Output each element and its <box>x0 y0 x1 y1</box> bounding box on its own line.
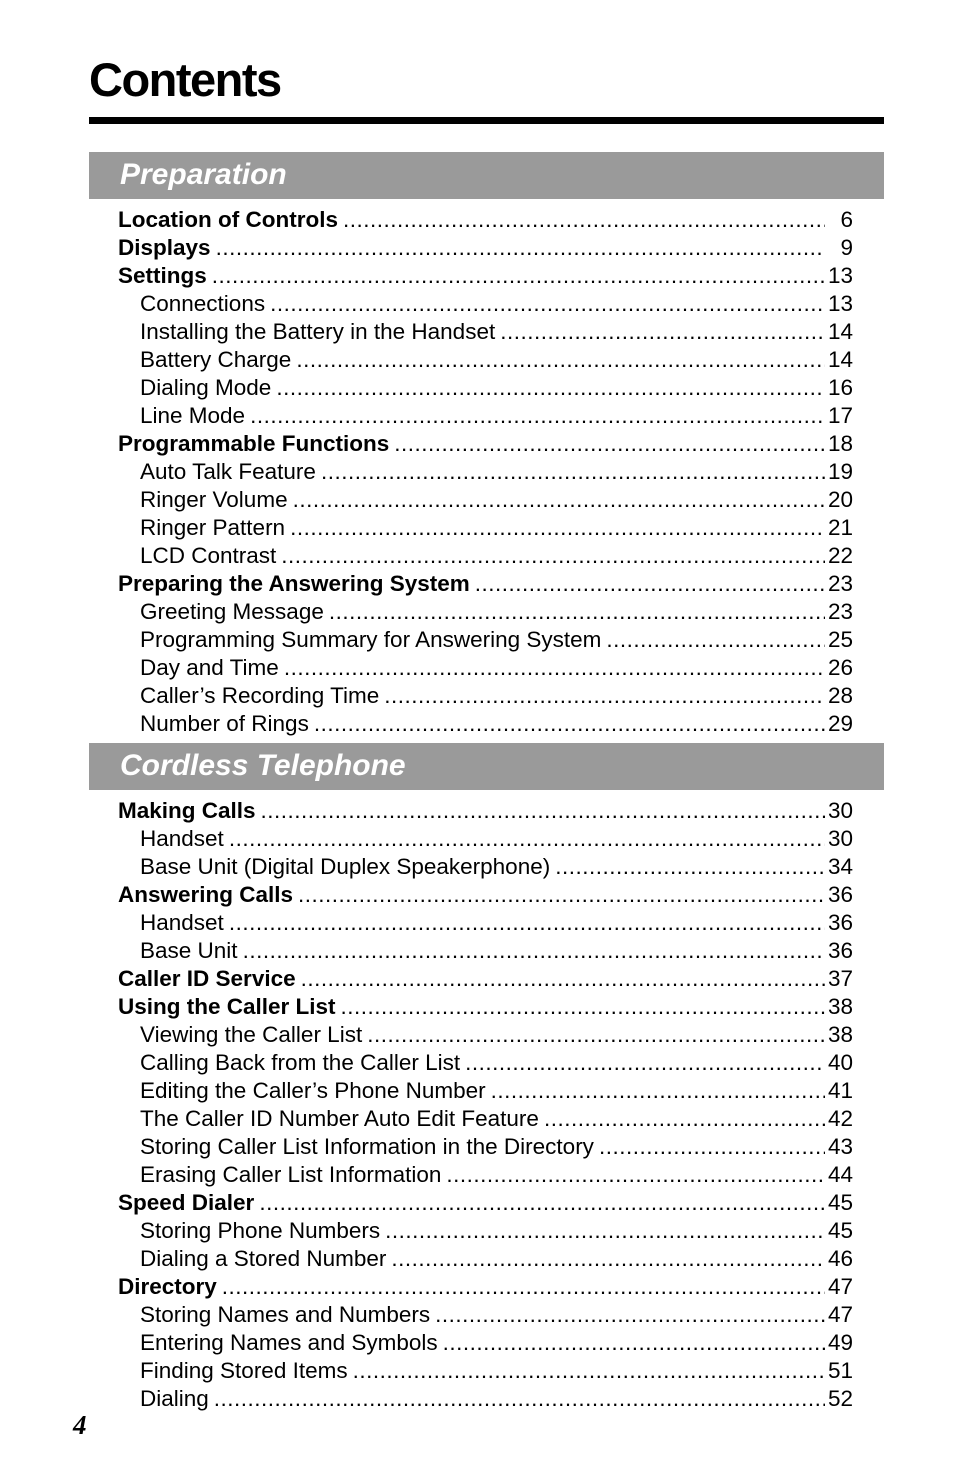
dot-leader <box>329 598 825 626</box>
toc-list <box>89 790 884 1413</box>
dot-leader <box>385 1217 825 1245</box>
toc-entry-page: 29 <box>827 711 853 736</box>
toc-entry-page: 17 <box>827 403 853 428</box>
toc-entry-title: The Caller ID Number Auto Edit Feature <box>140 1106 539 1131</box>
toc-entry-title: Making Calls <box>118 798 256 823</box>
toc-entry-page: 14 <box>827 347 853 372</box>
toc-entry-page: 14 <box>827 319 853 344</box>
toc-entry-page: 44 <box>827 1162 853 1187</box>
title-rule <box>89 117 884 124</box>
toc-entry[interactable] <box>89 710 884 738</box>
dot-leader <box>250 402 825 430</box>
toc-entry-title: Day and Time <box>140 655 279 680</box>
dot-leader <box>290 514 825 542</box>
dot-leader <box>216 234 825 262</box>
toc-entry-page: 46 <box>827 1246 853 1271</box>
toc-entry-page: 20 <box>827 487 853 512</box>
toc-entry-page: 42 <box>827 1106 853 1131</box>
dot-leader <box>229 825 825 853</box>
toc-entry-title: Preparing the Answering System <box>118 571 470 596</box>
toc-entry-title: Dialing a Stored Number <box>140 1246 387 1271</box>
toc-entry-title: Handset <box>140 910 224 935</box>
dot-leader <box>391 1245 825 1273</box>
dot-leader <box>394 430 825 458</box>
toc-entry[interactable] <box>89 797 884 825</box>
toc-entry[interactable] <box>89 993 884 1021</box>
toc-entry[interactable] <box>89 346 884 374</box>
toc-entry-page: 51 <box>827 1358 853 1383</box>
section-heading: Cordless Telephone <box>89 743 884 790</box>
toc-entry[interactable] <box>89 290 884 318</box>
dot-leader <box>443 1329 825 1357</box>
dot-leader <box>314 710 825 738</box>
page-number: 4 <box>73 1410 87 1440</box>
toc-entry-page: 18 <box>827 431 853 456</box>
toc-entry[interactable] <box>89 262 884 290</box>
toc-entry[interactable] <box>89 682 884 710</box>
toc-entry-page: 38 <box>827 1022 853 1047</box>
toc-entry-page: 13 <box>827 291 853 316</box>
toc-entry[interactable] <box>89 626 884 654</box>
dot-leader <box>276 374 825 402</box>
toc-entry-title: Battery Charge <box>140 347 292 372</box>
toc-entry[interactable] <box>89 570 884 598</box>
toc-entry[interactable] <box>89 654 884 682</box>
toc-entry[interactable] <box>89 318 884 346</box>
toc-entry-title: Number of Rings <box>140 711 309 736</box>
toc-entry-title: Using the Caller List <box>118 994 336 1019</box>
toc-entry-page: 36 <box>827 910 853 935</box>
toc-entry-title: Entering Names and Symbols <box>140 1330 438 1355</box>
toc-entry-title: Base Unit (Digital Duplex Speakerphone) <box>140 854 551 879</box>
toc-entry[interactable] <box>89 1301 884 1329</box>
toc-entry[interactable] <box>89 909 884 937</box>
toc-entry-title: Line Mode <box>140 403 246 428</box>
toc-entry-title: Answering Calls <box>118 882 294 907</box>
toc-entry[interactable] <box>89 937 884 965</box>
toc-entry[interactable] <box>89 542 884 570</box>
toc-entry-page: 13 <box>827 263 853 288</box>
toc-entry[interactable] <box>89 1189 884 1217</box>
toc-entry-page: 23 <box>827 571 853 596</box>
toc-entry-page: 38 <box>827 994 853 1019</box>
toc-entry[interactable] <box>89 1273 884 1301</box>
dot-leader <box>222 1273 825 1301</box>
dot-leader <box>229 909 825 937</box>
toc-entry-page: 19 <box>827 459 853 484</box>
toc-entry-page: 45 <box>827 1190 853 1215</box>
dot-leader <box>212 262 825 290</box>
toc-entry-title: Finding Stored Items <box>140 1358 348 1383</box>
toc-entry[interactable] <box>89 881 884 909</box>
dot-leader <box>555 853 825 881</box>
toc-entry-title: Caller ID Service <box>118 966 296 991</box>
toc-entry-title: Ringer Pattern <box>140 515 286 540</box>
toc-entry-page: 52 <box>827 1386 853 1411</box>
toc-entry-page: 37 <box>827 966 853 991</box>
toc-entry[interactable] <box>89 1357 884 1385</box>
dot-leader <box>341 993 825 1021</box>
toc-entry-title: Dialing Mode <box>140 375 272 400</box>
section-cordless-telephone <box>89 743 884 1413</box>
toc-entry-title: Erasing Caller List Information <box>140 1162 442 1187</box>
page-title: Contents <box>89 53 281 106</box>
toc-entry-title: Location of Controls <box>118 207 338 232</box>
dot-leader <box>281 542 825 570</box>
dot-leader <box>599 1133 825 1161</box>
section-heading: Preparation <box>89 152 884 199</box>
toc-entry-page: 21 <box>827 515 853 540</box>
toc-entry-page: 30 <box>827 798 853 823</box>
toc-entry-page: 43 <box>827 1134 853 1159</box>
dot-leader <box>321 458 825 486</box>
dot-leader <box>544 1105 825 1133</box>
toc-entry[interactable] <box>89 486 884 514</box>
toc-entry-title: Ringer Volume <box>140 487 288 512</box>
dot-leader <box>284 654 825 682</box>
toc-entry[interactable] <box>89 1245 884 1273</box>
toc-entry-page: 49 <box>827 1330 853 1355</box>
toc-entry[interactable] <box>89 430 884 458</box>
toc-entry[interactable] <box>89 1077 884 1105</box>
toc-entry-title: Installing the Battery in the Handset <box>140 319 496 344</box>
toc-entry-page: 36 <box>827 882 853 907</box>
toc-entry-page: 41 <box>827 1078 853 1103</box>
dot-leader <box>491 1077 825 1105</box>
toc-entry-page: 45 <box>827 1218 853 1243</box>
toc-entry[interactable] <box>89 1105 884 1133</box>
toc-entry[interactable] <box>89 853 884 881</box>
toc-entry-title: Settings <box>118 263 207 288</box>
toc-entry-title: LCD Contrast <box>140 543 277 568</box>
dot-leader <box>259 1189 825 1217</box>
toc-entry[interactable] <box>89 1021 884 1049</box>
toc-entry-title: Greeting Message <box>140 599 324 624</box>
toc-entry-page: 25 <box>827 627 853 652</box>
toc-entry-page: 16 <box>827 375 853 400</box>
toc-entry-title: Directory <box>118 1274 217 1299</box>
toc-entry-page: 22 <box>827 543 853 568</box>
toc-entry[interactable] <box>89 234 884 262</box>
dot-leader <box>367 1021 825 1049</box>
toc-entry[interactable] <box>89 402 884 430</box>
dot-leader <box>261 797 825 825</box>
dot-leader <box>301 965 825 993</box>
toc-list <box>89 199 884 738</box>
toc-entry-title: Storing Phone Numbers <box>140 1218 381 1243</box>
toc-entry[interactable] <box>89 1133 884 1161</box>
dot-leader <box>214 1385 825 1413</box>
toc-entry-title: Viewing the Caller List <box>140 1022 363 1047</box>
toc-entry-page: 6 <box>840 207 853 232</box>
dot-leader <box>353 1357 825 1385</box>
toc-entry-title: Auto Talk Feature <box>140 459 316 484</box>
toc-entry[interactable] <box>89 206 884 234</box>
dot-leader <box>243 937 825 965</box>
toc-entry[interactable] <box>89 1385 884 1413</box>
toc-entry[interactable] <box>89 598 884 626</box>
dot-leader <box>475 570 825 598</box>
toc-entry[interactable] <box>89 458 884 486</box>
toc-entry[interactable] <box>89 1329 884 1357</box>
toc-entry-page: 47 <box>827 1302 853 1327</box>
toc-entry-title: Displays <box>118 235 211 260</box>
section-preparation <box>89 152 884 738</box>
toc-entry-page: 26 <box>827 655 853 680</box>
toc-entry-title: Programming Summary for Answering System <box>140 627 602 652</box>
toc-entry-page: 23 <box>827 599 853 624</box>
dot-leader <box>298 881 825 909</box>
toc-entry-title: Programmable Functions <box>118 431 390 456</box>
dot-leader <box>384 682 825 710</box>
toc-entry[interactable] <box>89 514 884 542</box>
toc-entry[interactable] <box>89 1049 884 1077</box>
dot-leader <box>343 206 825 234</box>
dot-leader <box>606 626 825 654</box>
toc-entry-page: 40 <box>827 1050 853 1075</box>
toc-entry-title: Base Unit <box>140 938 238 963</box>
toc-entry-page: 47 <box>827 1274 853 1299</box>
toc-entry-title: Caller’s Recording Time <box>140 683 380 708</box>
toc-entry[interactable] <box>89 1217 884 1245</box>
toc-entry-title: Handset <box>140 826 224 851</box>
dot-leader <box>296 346 825 374</box>
toc-entry-title: Storing Names and Numbers <box>140 1302 431 1327</box>
dot-leader <box>293 486 825 514</box>
toc-entry-title: Editing the Caller’s Phone Number <box>140 1078 486 1103</box>
toc-entry-page: 36 <box>827 938 853 963</box>
toc-entry-page: 9 <box>840 235 853 260</box>
dot-leader <box>446 1161 825 1189</box>
toc-entry-title: Storing Caller List Information in the Directory <box>140 1134 594 1159</box>
toc-entry-page: 28 <box>827 683 853 708</box>
toc-entry-title: Dialing <box>140 1386 209 1411</box>
toc-entry-title: Speed Dialer <box>118 1190 255 1215</box>
toc-entry-page: 34 <box>827 854 853 879</box>
dot-leader <box>465 1049 825 1077</box>
toc-entry-page: 30 <box>827 826 853 851</box>
toc-entry-title: Connections <box>140 291 266 316</box>
dot-leader <box>500 318 825 346</box>
toc-entry[interactable] <box>89 825 884 853</box>
dot-leader <box>435 1301 825 1329</box>
toc-entry[interactable] <box>89 1161 884 1189</box>
toc-entry-title: Calling Back from the Caller List <box>140 1050 461 1075</box>
toc-entry[interactable] <box>89 965 884 993</box>
toc-entry[interactable] <box>89 374 884 402</box>
dot-leader <box>270 290 825 318</box>
